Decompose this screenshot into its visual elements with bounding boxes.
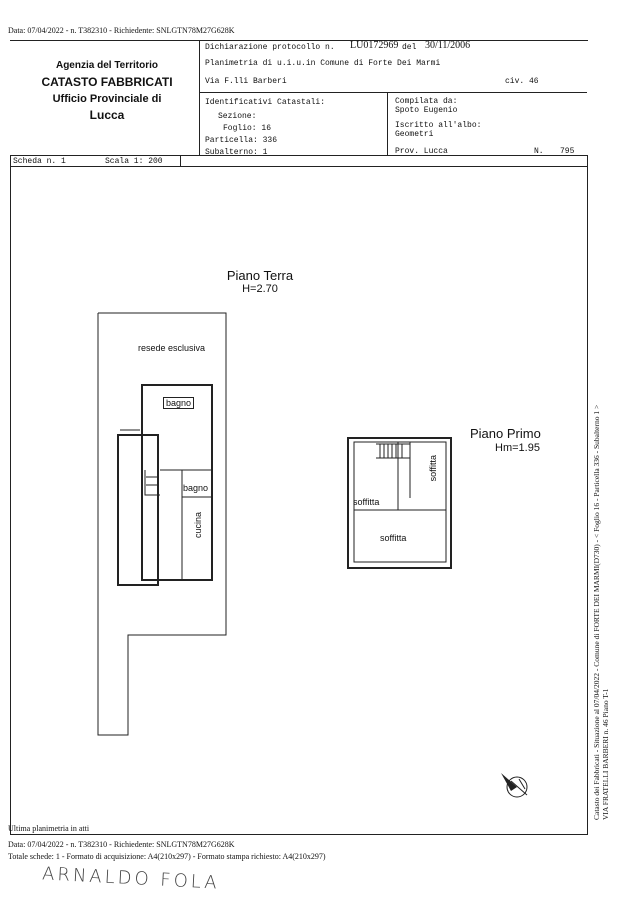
agency-city: Lucca (89, 108, 125, 122)
planimetria-text: Planimetria di u.i.u.in Comune di Forte Dei Marmi (205, 59, 441, 68)
agency-ufficio: Ufficio Provinciale di (52, 93, 162, 105)
n-value: 795 (560, 147, 575, 156)
prov-text: Prov. Lucca (395, 147, 448, 156)
address-civ: civ. 46 (505, 77, 539, 86)
footer-totale-line: Totale schede: 1 - Formato di acquisizione: A4(210x297) - Formato stampa richiesto: A4(210x297) (8, 852, 326, 861)
del-label: del (402, 43, 417, 52)
soffitta-label-2: soffitta (428, 455, 438, 482)
footer-data-line: Data: 07/04/2022 - n. T382310 - Richiedente: SNLGTN78M27G628K (8, 840, 235, 849)
agency-catasto: CATASTO FABBRICATI (41, 75, 173, 89)
soffitta-label-3: soffitta (380, 533, 407, 543)
compilata-name: Spoto Eugenio (395, 106, 458, 115)
geometri-text: Geometri (395, 130, 434, 139)
side-situation-line: Catasto dei Fabbricati - Situazione al 07/04/2022 - Comune di FORTE DEI MARMI(D730) - < Foglio 16 - Particella 336 - Subalterno 1 > (592, 404, 601, 820)
header-request-line: Data: 07/04/2022 - n. T382310 - Richiedente: SNLGTN78M27G628K (8, 26, 235, 35)
declaration-divider (199, 92, 587, 93)
frame-scheda-bottom (10, 166, 588, 167)
declaration-date: 30/11/2006 (425, 40, 471, 51)
piano-terra-title: Piano Terra (226, 268, 294, 283)
subalterno-field: Subalterno: 1 (205, 148, 268, 157)
scheda-divider (180, 155, 181, 166)
piano-primo-height: Hm=1.95 (495, 442, 540, 454)
cucina-label: cucina (193, 512, 203, 539)
agency-name: Agenzia del Territorio (55, 60, 159, 71)
side-address-line: VIA FRATELLI BARBERI n. 46 Piano T-1 (601, 688, 610, 820)
address-via: Via F.lli Barberi (205, 77, 287, 86)
dichiarazione-label: Dichiarazione protocollo n. (205, 43, 335, 52)
north-arrow-icon (497, 767, 537, 807)
declaration-col-divider (387, 92, 388, 155)
piano-terra-height: H=2.70 (242, 283, 278, 295)
soffitta-label-1: soffitta (353, 497, 380, 507)
protocollo-number: LU0172969 (350, 40, 399, 51)
frame-left-line (10, 155, 11, 835)
particella-field: Particella: 336 (205, 136, 278, 145)
frame-bottom-line (10, 834, 588, 835)
iscritto-label: Iscritto all'albo: (395, 121, 482, 130)
n-label: N. (534, 147, 544, 156)
bagno-label-2: bagno (183, 483, 209, 493)
handwritten-note: ARNALDO FOLA (41, 863, 221, 894)
piano-primo-title: Piano Primo (470, 426, 541, 441)
scala-text: Scala 1: 200 (105, 157, 163, 166)
frame-right-line (587, 155, 588, 835)
bagno-label-1: bagno (163, 397, 194, 409)
compilata-label: Compilata da: (395, 97, 458, 106)
foglio-field: Foglio: 16 (223, 124, 272, 133)
ultima-planimetria: Ultima planimetria in atti (8, 824, 90, 833)
sezione-field: Sezione: (218, 112, 257, 121)
scheda-number: Scheda n. 1 (13, 157, 66, 166)
piano-terra-plan (90, 305, 240, 745)
resede-label: resede esclusiva (138, 343, 206, 353)
identificativi-label: Identificativi Catastali: (205, 98, 326, 107)
